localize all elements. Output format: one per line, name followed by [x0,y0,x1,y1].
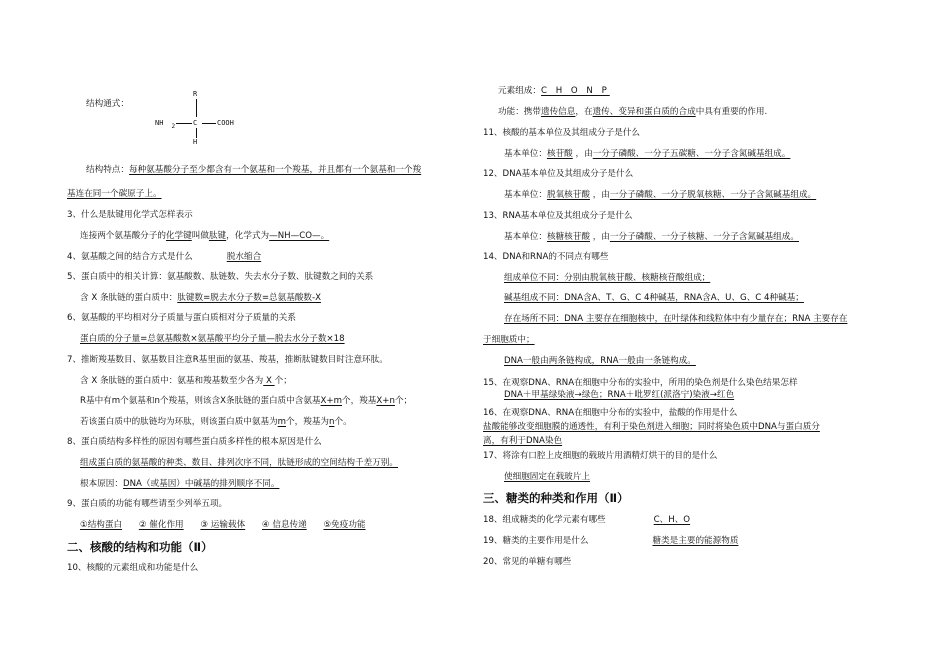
question-13: 13、RNA基本单位及其组成分子是什么 [483,211,633,221]
answer-12: 基本单位：脱氧核苷酸 ，由一分子磷酸、一分子脱氧核糖、一分子含氮碱基组成。 [504,190,817,200]
question-9: 9、蛋白质的功能有哪些请至少列举五项。 [67,499,228,509]
formula-bond-bottom [196,128,197,138]
option-3: ③ 运输载体 [200,520,246,530]
formula-c: C [193,119,198,127]
question-12: 12、DNA基本单位及其组成分子是什么 [483,169,634,179]
answer-16-line2: 离，有利于DNA染色 [483,436,563,446]
answer-7-line1: 含 X 条肽链的蛋白质中：氨基和羧基数至少各为 X 个； [80,376,292,386]
answer-14-line1: 组成单位不同：分别由脱氧核苷酸、核糖核苷酸组成； [504,273,711,283]
answer-8-line1: 组成蛋白质的氨基酸的种类、数目、排列次序不同，肽链形成的空间结构千差万别。 [80,458,398,468]
formula-bond-top [196,99,197,117]
nucleic-elements: 元素组成：C H O N P [498,86,610,96]
section-2-heading: 二、核酸的结构和功能（Ⅱ） [67,540,213,554]
answer-5: 含 X 条肽链的蛋白质中：肽键数=脱去水分子数=总氨基酸数-X [80,293,321,303]
answer-9-options [80,521,380,530]
question-18: 18、组成糖类的化学元素有哪些 C、H、O [483,515,691,525]
formula-r: R [193,90,198,98]
answer-14-line2: 碱基组成不同：DNA含A、T、G、C 4种碱基，RNA含A、U、G、C 4种碱基； [504,293,804,303]
option-4: ④ 信息传递 [261,520,307,530]
nucleic-function: 功能：携带遗传信息，在遗传、变异和蛋白质的合成中具有重要的作用. [498,107,768,117]
formula-nh2: NH 2 [155,119,176,130]
answer-14-line4: DNA一般由两条链构成，RNA一般由一条链构成。 [504,356,696,366]
question-8: 8、蛋白质结构多样性的原因有哪些蛋白质多样性的根本原因是什么 [67,437,322,447]
answer-16-line1: 盐酸能够改变细胞膜的通透性，有利于染色剂进入细胞；同时将染色质中DNA与蛋白质分 [483,422,820,432]
structure-label: 结构通式： [86,99,129,109]
option-2: ② 催化作用 [138,520,184,530]
answer-15: DNA＋甲基绿染液→绿色；RNA＋吡罗红(派洛宁)染液→红色 [504,390,735,400]
answer-13: 基本单位：核糖核苷酸 ，由一分子磷酸、一分子核糖、一分子含氮碱基组成。 [504,232,799,242]
answer-14-line3: 存在场所不同：DNA 主要存在细胞核中，在叶绿体和线粒体中有少量存在；RNA 主要存在 [504,314,848,324]
question-6: 6、氨基酸的平均相对分子质量与蛋白质相对分子质量的关系 [67,313,296,323]
option-1: ①结构蛋白 [80,520,123,530]
formula-cooh: COOH [217,119,234,127]
answer-3: 连接两个氨基酸分子的化学键叫做肽键，化学式为—NH—CO—。 [80,231,330,241]
structure-feature-cont: 基连在同一个碳原子上。 [67,189,162,199]
section-3-heading: 三、糖类的种类和作用（Ⅱ） [483,491,629,505]
question-3: 3、什么是肽键用化学式怎样表示 [67,210,193,220]
question-4: 4、氨基酸之间的结合方式是什么 脱水缩合 [67,252,262,262]
answer-11: 基本单位：核苷酸 ，由一分子磷酸、一分子五碳糖、一分子含氮碱基组成。 [504,149,791,159]
answer-6: 蛋白质的分子量=总氨基酸数×氨基酸平均分子量—脱去水分子数×18 [80,334,345,344]
question-10: 10、核酸的元素组成和功能是什么 [67,563,199,573]
question-17: 17、将涂有口腔上皮细胞的载玻片用酒精灯烘干的目的是什么 [483,451,718,461]
question-19: 19、糖类的主要作用是什么 糖类是主要的能源物质 [483,536,739,546]
structure-feature: 结构特点：每种氨基酸分子至少都含有一个氨基和一个羧基，并且都有一个氨基和一个羧 [86,165,422,175]
answer-8-line2: 根本原因：DNA（或基因）中碱基的排列顺序不同。 [80,479,280,489]
answer-14-line3-cont: 于细胞质中； [483,335,535,345]
question-15: 15、在观察DNA、RNA在细胞中分布的实验中，所用的染色剂是什么染色结果怎样 [483,378,798,388]
question-14: 14、DNA和RNA的不同点有哪些 [483,252,609,262]
answer-7-line2: R基中有m个氨基和n个羧基，则该含X条肽链的蛋白质中含氨基X+m个，羧基X+n个； [80,396,413,406]
answer-7-line3: 若该蛋白质中的肽链均为环肽，则该蛋白质中氨基为m个，羧基为n个。 [80,417,352,427]
option-5: ⑤免疫功能 [323,520,366,530]
question-7: 7、推断羧基数目、氨基数目注意R基里面的氨基、羧基，推断肽键数目时注意环肽。 [67,355,388,365]
question-5: 5、蛋白质中的相关计算：氨基酸数、肽链数、失去水分子数、肽键数之间的关系 [67,272,374,282]
question-16: 16、在观察DNA、RNA在细胞中分布的实验中，盐酸的作用是什么 [483,408,738,418]
formula-h: H [193,138,198,146]
formula-bond-left [176,123,192,124]
answer-17: 使细胞固定在载玻片上 [504,472,590,482]
question-11: 11、核酸的基本单位及其组成分子是什么 [483,128,641,138]
question-20: 20、常见的单糖有哪些 [483,557,572,567]
formula-bond-right [202,123,216,124]
